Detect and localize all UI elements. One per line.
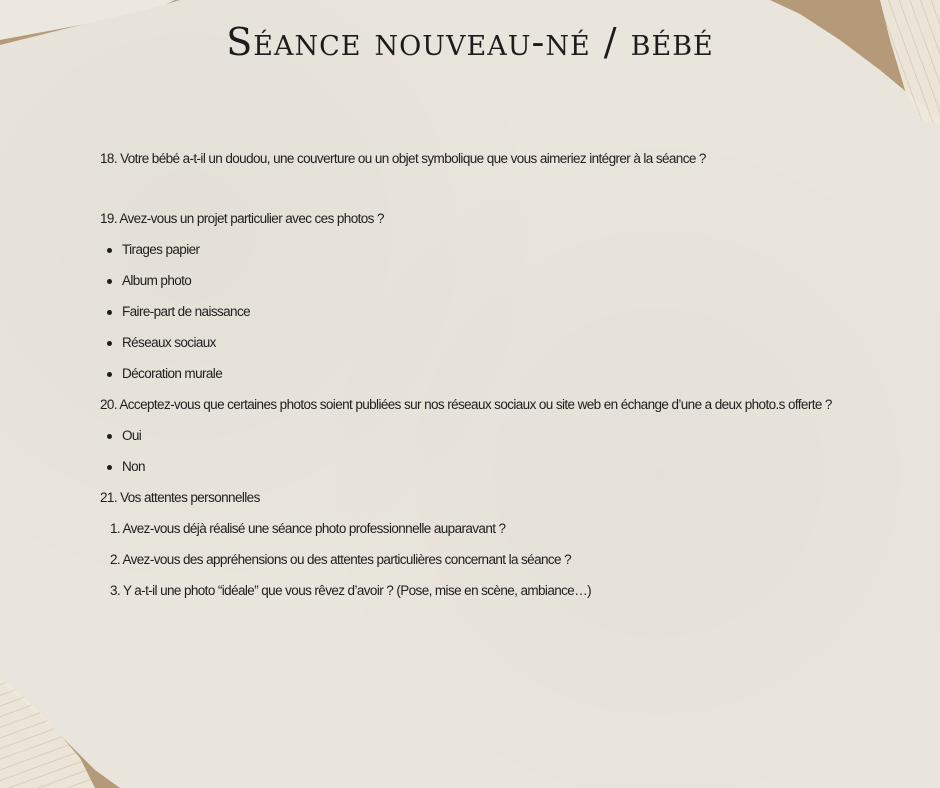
list-item: Faire-part de naissance xyxy=(100,303,860,334)
question-21: 21. Vos attentes personnelles xyxy=(100,490,260,505)
questionnaire xyxy=(100,150,860,613)
question-19-options xyxy=(100,241,860,396)
list-item: Album photo xyxy=(100,272,860,303)
list-item: 2. Avez-vous des appréhensions ou des attentes particulières concernant la séance ? xyxy=(110,552,572,567)
question-20-options xyxy=(100,427,860,489)
list-item: Non xyxy=(100,458,860,489)
question-19: 19. Avez-vous un projet particulier avec ces photos ? xyxy=(100,211,384,226)
list-item: 1. Avez-vous déjà réalisé une séance photo professionnelle auparavant ? xyxy=(110,521,506,536)
question-20: 20. Acceptez-vous que certaines photos soient publiées sur nos réseaux sociaux ou site web en échange d’une a deux photo.s offerte ? xyxy=(100,397,832,412)
page-title: Séance nouveau-né / bébé xyxy=(226,20,714,64)
list-item: Décoration murale xyxy=(100,365,860,396)
list-item: Tirages papier xyxy=(100,241,860,272)
list-item: 3. Y a-t-il une photo “idéale” que vous rêvez d’avoir ? (Pose, mise en scène, ambiance…) xyxy=(110,583,591,598)
list-item: Réseaux sociaux xyxy=(100,334,860,365)
list-item: Oui xyxy=(100,427,860,458)
question-21-items xyxy=(100,520,860,613)
question-18: 18. Votre bébé a-t-il un doudou, une couverture ou un objet symbolique que vous aimeriez intégrer à la séance ? xyxy=(100,151,706,166)
